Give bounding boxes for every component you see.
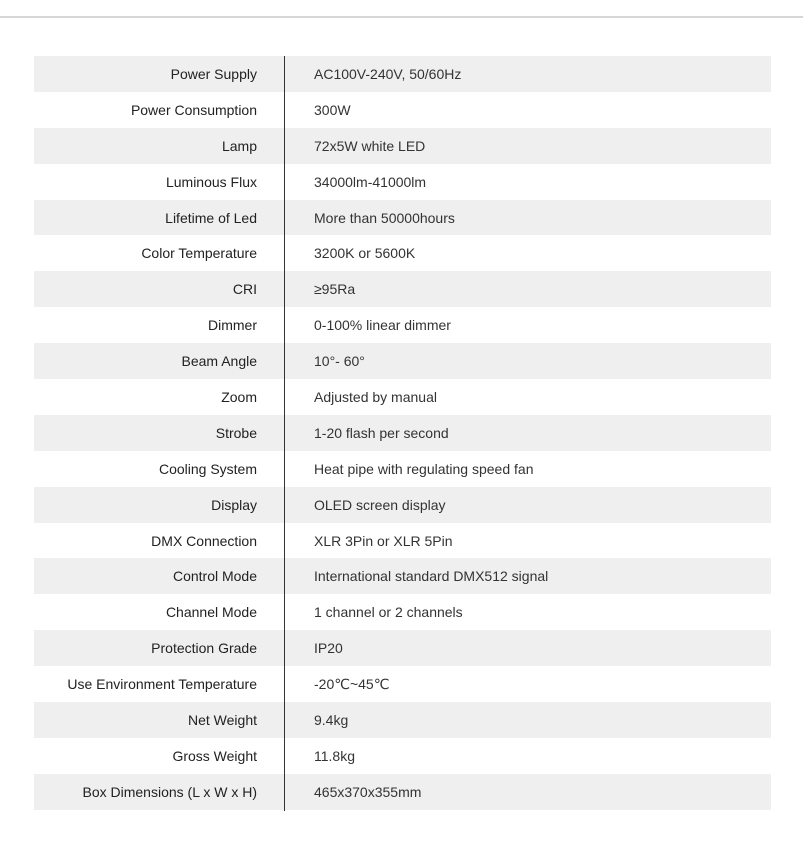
spec-value: IP20: [314, 640, 343, 657]
spec-row-cooling-system: [34, 451, 771, 487]
spec-label: Zoom: [221, 388, 257, 405]
spec-row-zoom: [34, 379, 771, 415]
spec-value: ≥95Ra: [314, 281, 356, 298]
spec-value: 11.8kg: [314, 747, 355, 764]
spec-value: 0-100% linear dimmer: [314, 317, 451, 334]
spec-label: Net Weight: [188, 711, 257, 728]
spec-row-color-temperature: [34, 235, 771, 271]
spec-label: Luminous Flux: [165, 173, 257, 190]
spec-value: 300W: [314, 101, 351, 118]
spec-value: 34000lm-41000lm: [314, 173, 427, 190]
spec-label: Gross Weight: [172, 747, 257, 764]
spec-row-luminous-flux: [34, 164, 771, 200]
spec-row-power-supply: [34, 56, 771, 92]
spec-value: 9.4kg: [314, 711, 349, 728]
spec-value: More than 50000hours: [314, 209, 455, 226]
spec-row-dimmer: [34, 307, 771, 343]
spec-row-dmx-connection: [34, 523, 771, 559]
spec-value: 10°- 60°: [314, 353, 365, 370]
spec-value: XLR 3Pin or XLR 5Pin: [314, 532, 453, 549]
spec-label: DMX Connection: [151, 532, 257, 549]
spec-row-box-dimensions: [34, 774, 771, 810]
spec-value: AC100V-240V, 50/60Hz: [314, 65, 462, 82]
spec-row-use-environment-temperature: [34, 666, 771, 702]
spec-value: 3200K or 5600K: [314, 245, 416, 262]
spec-label: Power Supply: [170, 65, 257, 82]
spec-label: Color Temperature: [141, 245, 257, 262]
spec-value: OLED screen display: [314, 496, 446, 513]
spec-row-lifetime-of-led: [34, 200, 771, 236]
spec-row-lamp: [34, 128, 771, 164]
spec-label: Beam Angle: [181, 353, 257, 370]
specification-table: [34, 56, 771, 810]
spec-label: Power Consumption: [130, 101, 257, 118]
spec-row-channel-mode: [34, 594, 771, 630]
spec-row-power-consumption: [34, 92, 771, 128]
spec-row-protection-grade: [34, 630, 771, 666]
spec-value: 465x370x355mm: [314, 783, 422, 800]
spec-label: CRI: [232, 281, 257, 298]
spec-row-cri: [34, 271, 771, 307]
spec-row-gross-weight: [34, 738, 771, 774]
spec-label: Control Mode: [172, 568, 257, 585]
spec-label: Protection Grade: [151, 640, 257, 657]
spec-row-beam-angle: [34, 343, 771, 379]
spec-label: Dimmer: [208, 317, 257, 334]
spec-label: Lifetime of Led: [165, 209, 257, 226]
spec-value: -20℃~45℃: [314, 675, 390, 692]
spec-row-display: [34, 487, 771, 523]
spec-value: Heat pipe with regulating speed fan: [314, 460, 534, 477]
spec-label: Use Environment Temperature: [67, 676, 257, 693]
spec-row-strobe: [34, 415, 771, 451]
spec-value: International standard DMX512 signal: [314, 568, 549, 585]
spec-row-net-weight: [34, 702, 771, 738]
spec-value: 1-20 flash per second: [314, 424, 449, 441]
spec-value: 72x5W white LED: [314, 137, 426, 154]
spec-value: 1 channel or 2 channels: [314, 604, 463, 621]
spec-label: Channel Mode: [165, 604, 257, 621]
spec-label: Strobe: [215, 424, 257, 441]
spec-label: Lamp: [221, 137, 257, 154]
top-divider-line: [0, 16, 803, 18]
spec-label: Display: [211, 496, 257, 513]
spec-label: Box Dimensions (L x W x H): [82, 783, 257, 800]
spec-row-control-mode: [34, 558, 771, 594]
column-divider: [284, 56, 285, 811]
spec-label: Cooling System: [158, 460, 257, 477]
spec-value: Adjusted by manual: [314, 388, 437, 405]
